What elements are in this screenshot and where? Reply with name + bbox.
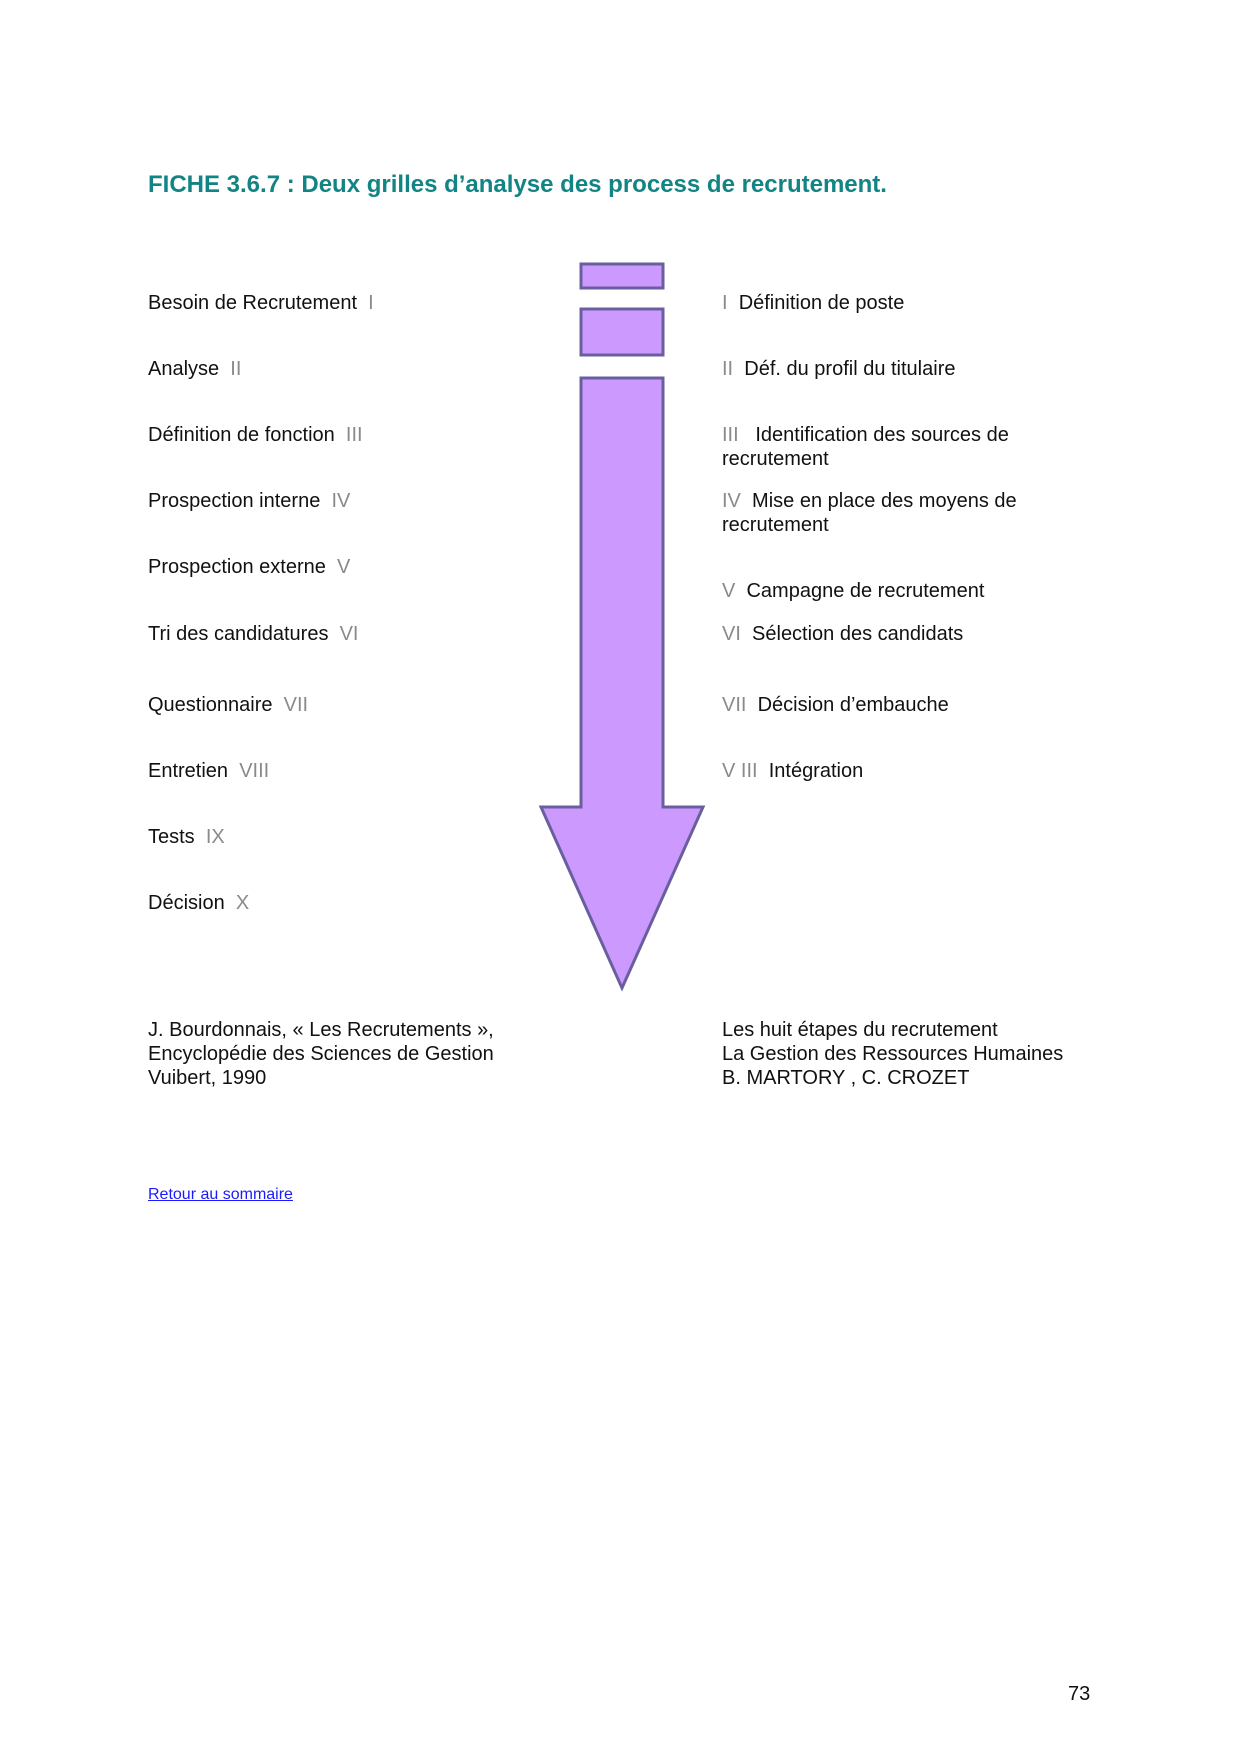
reference-line: Vuibert, 1990 [148,1067,267,1089]
reference-line: J. Bourdonnais, « Les Recrutements », [148,1019,494,1041]
reference-line: Les huit étapes du recrutement [722,1019,998,1041]
left-step-label: Questionnaire [148,694,273,716]
reference-line: La Gestion des Ressources Humaines [722,1043,1064,1065]
right-step-num: I [722,292,728,314]
left-step-num: VI [339,623,359,645]
back-to-summary-link[interactable]: Retour au sommaire [148,1186,293,1203]
right-step-num: III [722,424,739,446]
left-step-label: Tests [148,826,195,848]
left-step-num: II [230,358,242,380]
left-step-num: V [337,556,351,578]
right-step-label: Campagne de recrutement [746,580,985,602]
right-step-label: Sélection des candidats [752,623,964,645]
left-step-label: Prospection interne [148,490,321,512]
arrow-segment-middle [581,309,663,355]
left-step-label: Prospection externe [148,556,326,578]
right-reference [722,1018,1063,1090]
right-step-3 [722,423,1102,471]
left-step-label: Entretien [148,760,229,782]
right-step-4 [722,489,1102,537]
page-title: FICHE 3.6.7 : Deux grilles d’analyse des process de recrutement. [148,171,887,198]
right-step-label: Identification des sources de recrutement [722,424,1009,470]
right-step-label: Intégration [768,760,864,782]
page-number: 73 [1068,1683,1091,1705]
right-step-7 [722,693,1102,717]
right-step-5 [722,579,1102,603]
right-step-label: Définition de poste [738,292,905,314]
right-step-6 [722,622,1102,646]
right-step-num: V [722,580,736,602]
left-reference [148,1018,494,1090]
right-step-num: VII [722,694,747,716]
right-step-label: Déf. du profil du titulaire [744,358,956,380]
reference-line: B. MARTORY , C. CROZET [722,1067,970,1089]
right-step-8 [722,759,1102,783]
right-step-num: V III [722,760,758,782]
left-step-num: VII [283,694,309,716]
left-step-num: X [235,892,250,914]
right-step-num: VI [722,623,741,645]
left-step-label: Analyse [148,358,220,380]
left-step-num: IV [331,490,351,512]
reference-line: Encyclopédie des Sciences de Gestion [148,1043,494,1065]
right-step-num: IV [722,490,741,512]
left-step-num: I [368,292,374,314]
left-step-label: Tri des candidatures [148,623,329,645]
right-step-1 [722,291,1102,315]
left-step-num: III [345,424,363,446]
left-step-label: Définition de fonction [148,424,335,446]
arrow-body [541,378,703,988]
left-step-label: Décision [148,892,225,914]
right-step-2 [722,357,1102,381]
arrow-segment-top [581,264,663,288]
right-step-label: Décision d’embauche [757,694,949,716]
right-step-label: Mise en place des moyens de recrutement [722,490,1017,536]
left-step-num: IX [205,826,225,848]
left-step-label: Besoin de Recrutement [148,292,358,314]
left-step-num: VIII [239,760,270,782]
right-step-num: II [722,358,734,380]
